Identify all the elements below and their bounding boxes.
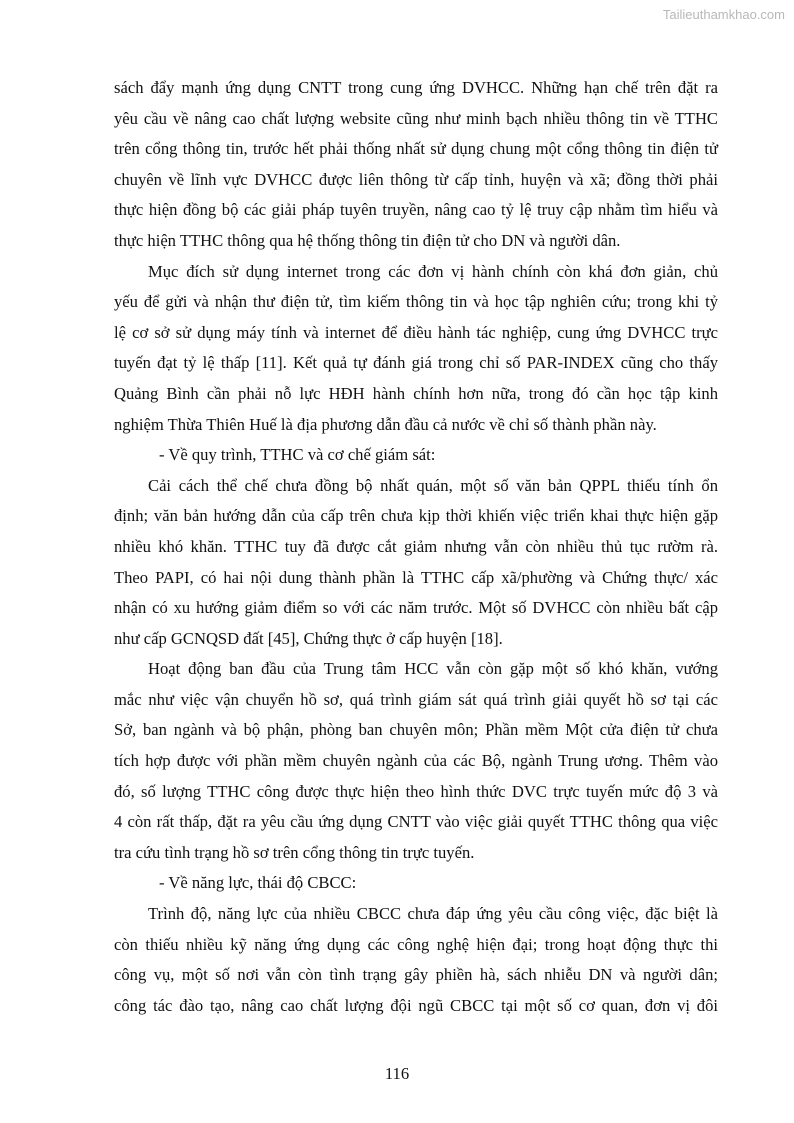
text-line: Sở, ban ngành và bộ phận, phòng ban chuyên môn; Phần mềm Một cửa điện tử chưa xyxy=(114,720,718,740)
text-line: đó, số lượng TTHC công được thực hiện theo hình thức DVC trực tuyến mức độ 3 và xyxy=(114,781,718,801)
text-line: yếu để gửi và nhận thư điện tử, tìm kiếm thông tin và học tập nghiên cứu; trong khi tỷ xyxy=(114,292,718,312)
text-line: tích hợp được với phần mềm chuyên ngành của các Bộ, ngành Trung ương. Thêm vào xyxy=(114,751,718,771)
text-line: Quảng Bình cần phải nỗ lực HĐH hành chính hơn nữa, trong đó cần học tập kinh xyxy=(114,383,718,403)
text-line: như cấp GCNQSD đất [45], Chứng thực ở cấp huyện [18]. xyxy=(114,628,503,648)
text-line: Hoạt động ban đầu của Trung tâm HCC vẫn còn gặp một số khó khăn, vướng xyxy=(148,659,718,679)
paragraph xyxy=(114,654,718,868)
text-line: yêu cầu về nâng cao chất lượng website cũng như minh bạch nhiều thông tin về TTHC xyxy=(114,108,718,128)
text-line: tuyến đạt tỷ lệ thấp [11]. Kết quả tự đánh giá trong chỉ số PAR-INDEX cũng cho thấy xyxy=(114,353,718,373)
text-line: mắc như việc vận chuyển hồ sơ, quá trình giám sát quá trình giải quyết hồ sơ tại các xyxy=(114,689,718,709)
text-line: chuyên về lĩnh vực DVHCC được liên thông từ cấp tỉnh, huyện và xã; đồng thời phải xyxy=(114,169,718,189)
paragraph xyxy=(114,471,718,655)
text-line: lệ cơ sở sử dụng máy tính và internet để điều hành tác nghiệp, cung ứng DVHCC trực xyxy=(114,322,718,342)
section-heading: - Về quy trình, TTHC và cơ chế giám sát: xyxy=(159,445,436,465)
page-number: 116 xyxy=(384,1064,410,1083)
text-line: còn thiếu nhiều kỹ năng ứng dụng các công nghệ hiện đại; trong hoạt động thực thi xyxy=(114,934,718,954)
text-line: sách đẩy mạnh ứng dụng CNTT trong cung ứng DVHCC. Những hạn chế trên đặt ra xyxy=(114,78,718,97)
text-line: trên cổng thông tin, trước hết phải thống nhất sử dụng chung một cổng thông tin điện tử xyxy=(114,139,718,159)
text-line: Mục đích sử dụng internet trong các đơn vị hành chính còn khá đơn giản, chủ xyxy=(148,261,718,281)
text-line: Theo PAPI, có hai nội dung thành phần là TTHC cấp xã/phường và Chứng thực/ xác xyxy=(114,567,718,587)
paragraph xyxy=(114,899,718,1021)
text-line: công tác đào tạo, nâng cao chất lượng đội ngũ CBCC tại một số cơ quan, đơn vị đôi xyxy=(114,995,718,1015)
text-line: nhiều khó khăn. TTHC tuy đã được cắt giảm nhưng vẫn còn nhiều thủ tục rườm rà. xyxy=(114,536,718,556)
section-heading: - Về năng lực, thái độ CBCC: xyxy=(159,873,357,893)
document-body xyxy=(114,73,718,1021)
paragraph xyxy=(114,257,718,441)
paragraph xyxy=(114,73,718,257)
text-line: thực hiện đồng bộ các giải pháp tuyên truyền, nâng cao tỷ lệ truy cập nhằm tìm hiểu và xyxy=(114,200,718,220)
text-line: định; văn bản hướng dẫn của cấp trên chưa kịp thời khiến việc triển khai thực hiện gặp xyxy=(114,506,718,526)
text-line: thực hiện TTHC thông qua hệ thống thông tin điện tử cho DN và người dân. xyxy=(114,230,621,250)
text-line: công vụ, một số nơi vẫn còn tình trạng gây phiền hà, sách nhiễu DN và người dân; xyxy=(114,965,718,985)
text-line: Cải cách thể chế chưa đồng bộ nhất quán, một số văn bản QPPL thiếu tính ổn xyxy=(148,475,718,495)
text-line: tra cứu tình trạng hồ sơ trên cổng thông tin trực tuyến. xyxy=(114,842,475,862)
text-line: Trình độ, năng lực của nhiều CBCC chưa đáp ứng yêu cầu công việc, đặc biệt là xyxy=(148,904,718,924)
text-line: nhận có xu hướng giảm điểm so với các năm trước. Một số DVHCC còn nhiều bất cập xyxy=(114,598,718,618)
watermark: Tailieuthamkhao.com xyxy=(662,7,785,22)
text-line: nghiệm Thừa Thiên Huế là địa phương dẫn đầu cả nước về chỉ số thành phần này. xyxy=(114,414,657,434)
text-line: 4 còn rất thấp, đặt ra yêu cầu ứng dụng CNTT vào việc giải quyết TTHC thông qua việc xyxy=(114,812,718,832)
